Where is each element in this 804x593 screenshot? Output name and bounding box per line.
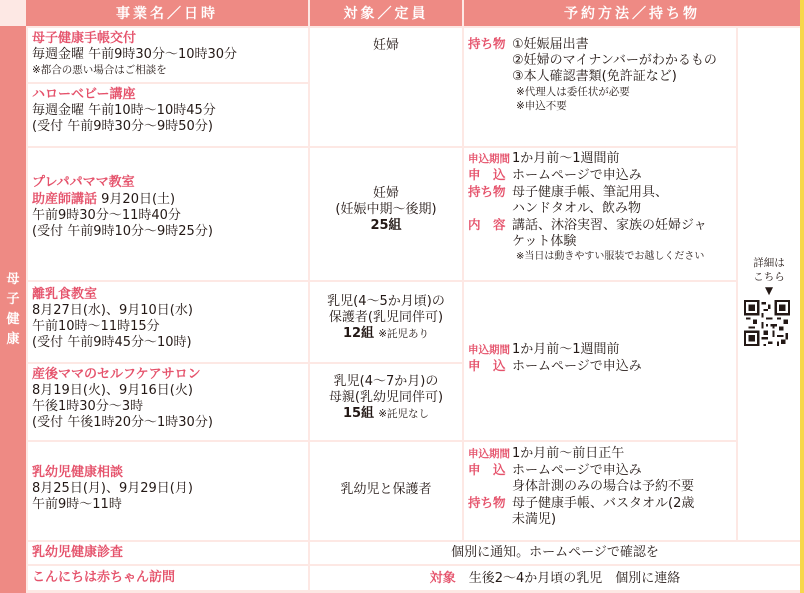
content-text: 講話、沐浴実習、家族の妊婦ジャ	[512, 218, 707, 233]
capacity: 15組	[342, 406, 375, 421]
apply-text: ホームページで申込み	[512, 168, 642, 183]
apply-note: 身体計測のみの場合は予約不要	[512, 479, 695, 494]
row-rinyu-selfcare-reservation	[464, 282, 736, 440]
event-title: ハローベビー講座	[32, 87, 136, 102]
event-title: 乳幼児健康診査	[32, 545, 124, 560]
apply-label: 申 込	[468, 358, 506, 373]
event-reception: (受付 午前9時30分～9時50分)	[32, 119, 213, 134]
capacity: 25組	[370, 218, 402, 233]
row-shinsa-info	[310, 542, 800, 564]
event-note: ※都合の悪い場合はご相談を	[32, 64, 167, 76]
target-text: (妊娠中期～後期)	[335, 202, 437, 217]
row-boshi-target	[310, 28, 462, 146]
info-text: 生後2～4か月頃の乳児 個別に連絡	[468, 571, 681, 586]
row-prepapa-event	[28, 148, 308, 280]
period-text: 1か月前～前日正午	[512, 446, 625, 461]
event-time: 午後1時30分～3時	[32, 399, 144, 414]
row-nyuyoji-event	[28, 442, 308, 540]
bring-text: 未満児)	[512, 512, 557, 527]
bring-item: ②妊婦のマイナンバーがわかるもの	[512, 53, 717, 68]
content-label: 内 容	[468, 217, 506, 232]
detail-column	[738, 28, 800, 540]
bring-item: ③本人確認書類(免許証など)	[512, 69, 677, 84]
target-text: 保護者(乳児同伴可)	[328, 310, 444, 325]
period-label: 申込期間	[468, 153, 510, 165]
event-time: 午前10時～11時15分	[32, 319, 160, 334]
event-title: 離乳食教室	[32, 287, 98, 302]
row-hello-event	[28, 84, 308, 146]
content-text: ケット体験	[512, 234, 577, 249]
period-text: 1か月前～1週間前	[512, 151, 620, 166]
row-boshi-reservation	[464, 28, 736, 146]
bring-note: ※代理人は委任状が必要	[516, 86, 630, 98]
row-prepapa-reservation	[464, 148, 736, 280]
header-event-date: 事業名／日時	[26, 0, 308, 26]
target-text: 妊婦	[372, 38, 399, 53]
period-label: 申込期間	[468, 448, 510, 460]
capacity-note: ※託児なし	[378, 408, 430, 420]
target-text: 乳幼児と保護者	[340, 482, 432, 497]
apply-label: 申 込	[468, 462, 506, 477]
capacity-note: ※託児あり	[378, 328, 430, 340]
bring-text: 母子健康手帳、バスタオル(2歳	[512, 496, 695, 511]
event-time: 午前9時～11時	[32, 497, 122, 512]
header-reservation: 予約方法／持ち物	[464, 0, 800, 26]
event-date: 8月25日(月)、9月29日(月)	[32, 481, 193, 496]
event-date: 毎週金曜 午前10時～10時45分	[32, 103, 216, 118]
event-reception: (受付 午前9時10分～9時25分)	[32, 224, 213, 239]
capacity: 12組	[342, 326, 375, 341]
event-date: 8月19日(火)、9月16日(火)	[32, 383, 193, 398]
sidebar-label	[0, 26, 26, 593]
detail-label: 詳細は	[753, 257, 785, 269]
row-nyuyoji-target	[310, 442, 462, 540]
sidebar-char: 康	[6, 331, 20, 347]
event-date: 毎週金曜 午前9時30分～10時30分	[32, 47, 238, 62]
bring-text: 母子健康手帳、筆記用具、	[512, 185, 669, 200]
target-text: 母親(乳幼児同伴可)	[328, 390, 444, 405]
period-text: 1か月前～1週間前	[512, 342, 620, 357]
row-akachan-info	[310, 566, 800, 590]
event-time: 午前9時30分～11時40分	[32, 208, 181, 223]
event-title: プレパパママ教室	[32, 175, 135, 190]
event-title: こんにちは赤ちゃん訪問	[32, 570, 176, 585]
target-text: 妊婦	[372, 186, 399, 201]
row-rinyu-target	[310, 282, 462, 362]
event-reception: (受付 午後1時20分～1時30分)	[32, 415, 213, 430]
bring-label: 持ち物	[468, 36, 506, 51]
row-boshi-event	[28, 28, 308, 82]
arrow-down-icon: ▼	[764, 285, 774, 297]
bring-text: ハンドタオル、飲み物	[512, 201, 641, 216]
event-title: 産後ママのセルフケアサロン	[32, 367, 201, 382]
sidebar-char: 健	[6, 311, 20, 327]
page-edge	[800, 0, 804, 593]
content-note: ※当日は動きやすい服装でお越しください	[516, 251, 705, 262]
row-prepapa-target	[310, 148, 462, 280]
period-label: 申込期間	[468, 344, 510, 356]
row-selfcare-target	[310, 364, 462, 440]
bring-label: 持ち物	[468, 495, 506, 510]
sidebar-char: 子	[6, 291, 20, 307]
bring-note: ※申込不要	[516, 100, 567, 112]
bring-item: ①妊娠届出書	[512, 37, 589, 52]
row-selfcare-event	[28, 364, 308, 440]
target-label: 対象	[429, 571, 456, 586]
event-date: 8月27日(水)、9月10日(水)	[32, 303, 193, 318]
header-target-capacity: 対象／定員	[310, 0, 462, 26]
event-title: 乳幼児健康相談	[32, 465, 124, 480]
row-nyuyoji-reservation	[464, 442, 736, 540]
apply-label: 申 込	[468, 167, 506, 182]
event-title: 母子健康手帳交付	[32, 31, 137, 46]
row-shinsa-event	[28, 542, 308, 564]
sidebar-char: 母	[6, 271, 20, 287]
row-rinyu-event	[28, 282, 308, 362]
info-text: 個別に通知。ホームページで確認を	[451, 545, 659, 560]
qr-code[interactable]	[744, 300, 790, 346]
apply-text: ホームページで申込み	[512, 359, 642, 374]
event-subtitle: 助産師講話	[32, 192, 98, 207]
apply-text: ホームページで申込み	[512, 463, 642, 478]
target-text: 乳児(4～7か月)の	[333, 374, 439, 389]
bring-label: 持ち物	[468, 184, 506, 199]
detail-label: こちら	[753, 271, 785, 283]
event-reception: (受付 午前9時45分～10時)	[32, 335, 192, 350]
target-text: 乳児(4～5か月頃)の	[327, 294, 445, 309]
event-date: 9月20日(土)	[101, 192, 176, 207]
row-akachan-event	[28, 566, 308, 590]
